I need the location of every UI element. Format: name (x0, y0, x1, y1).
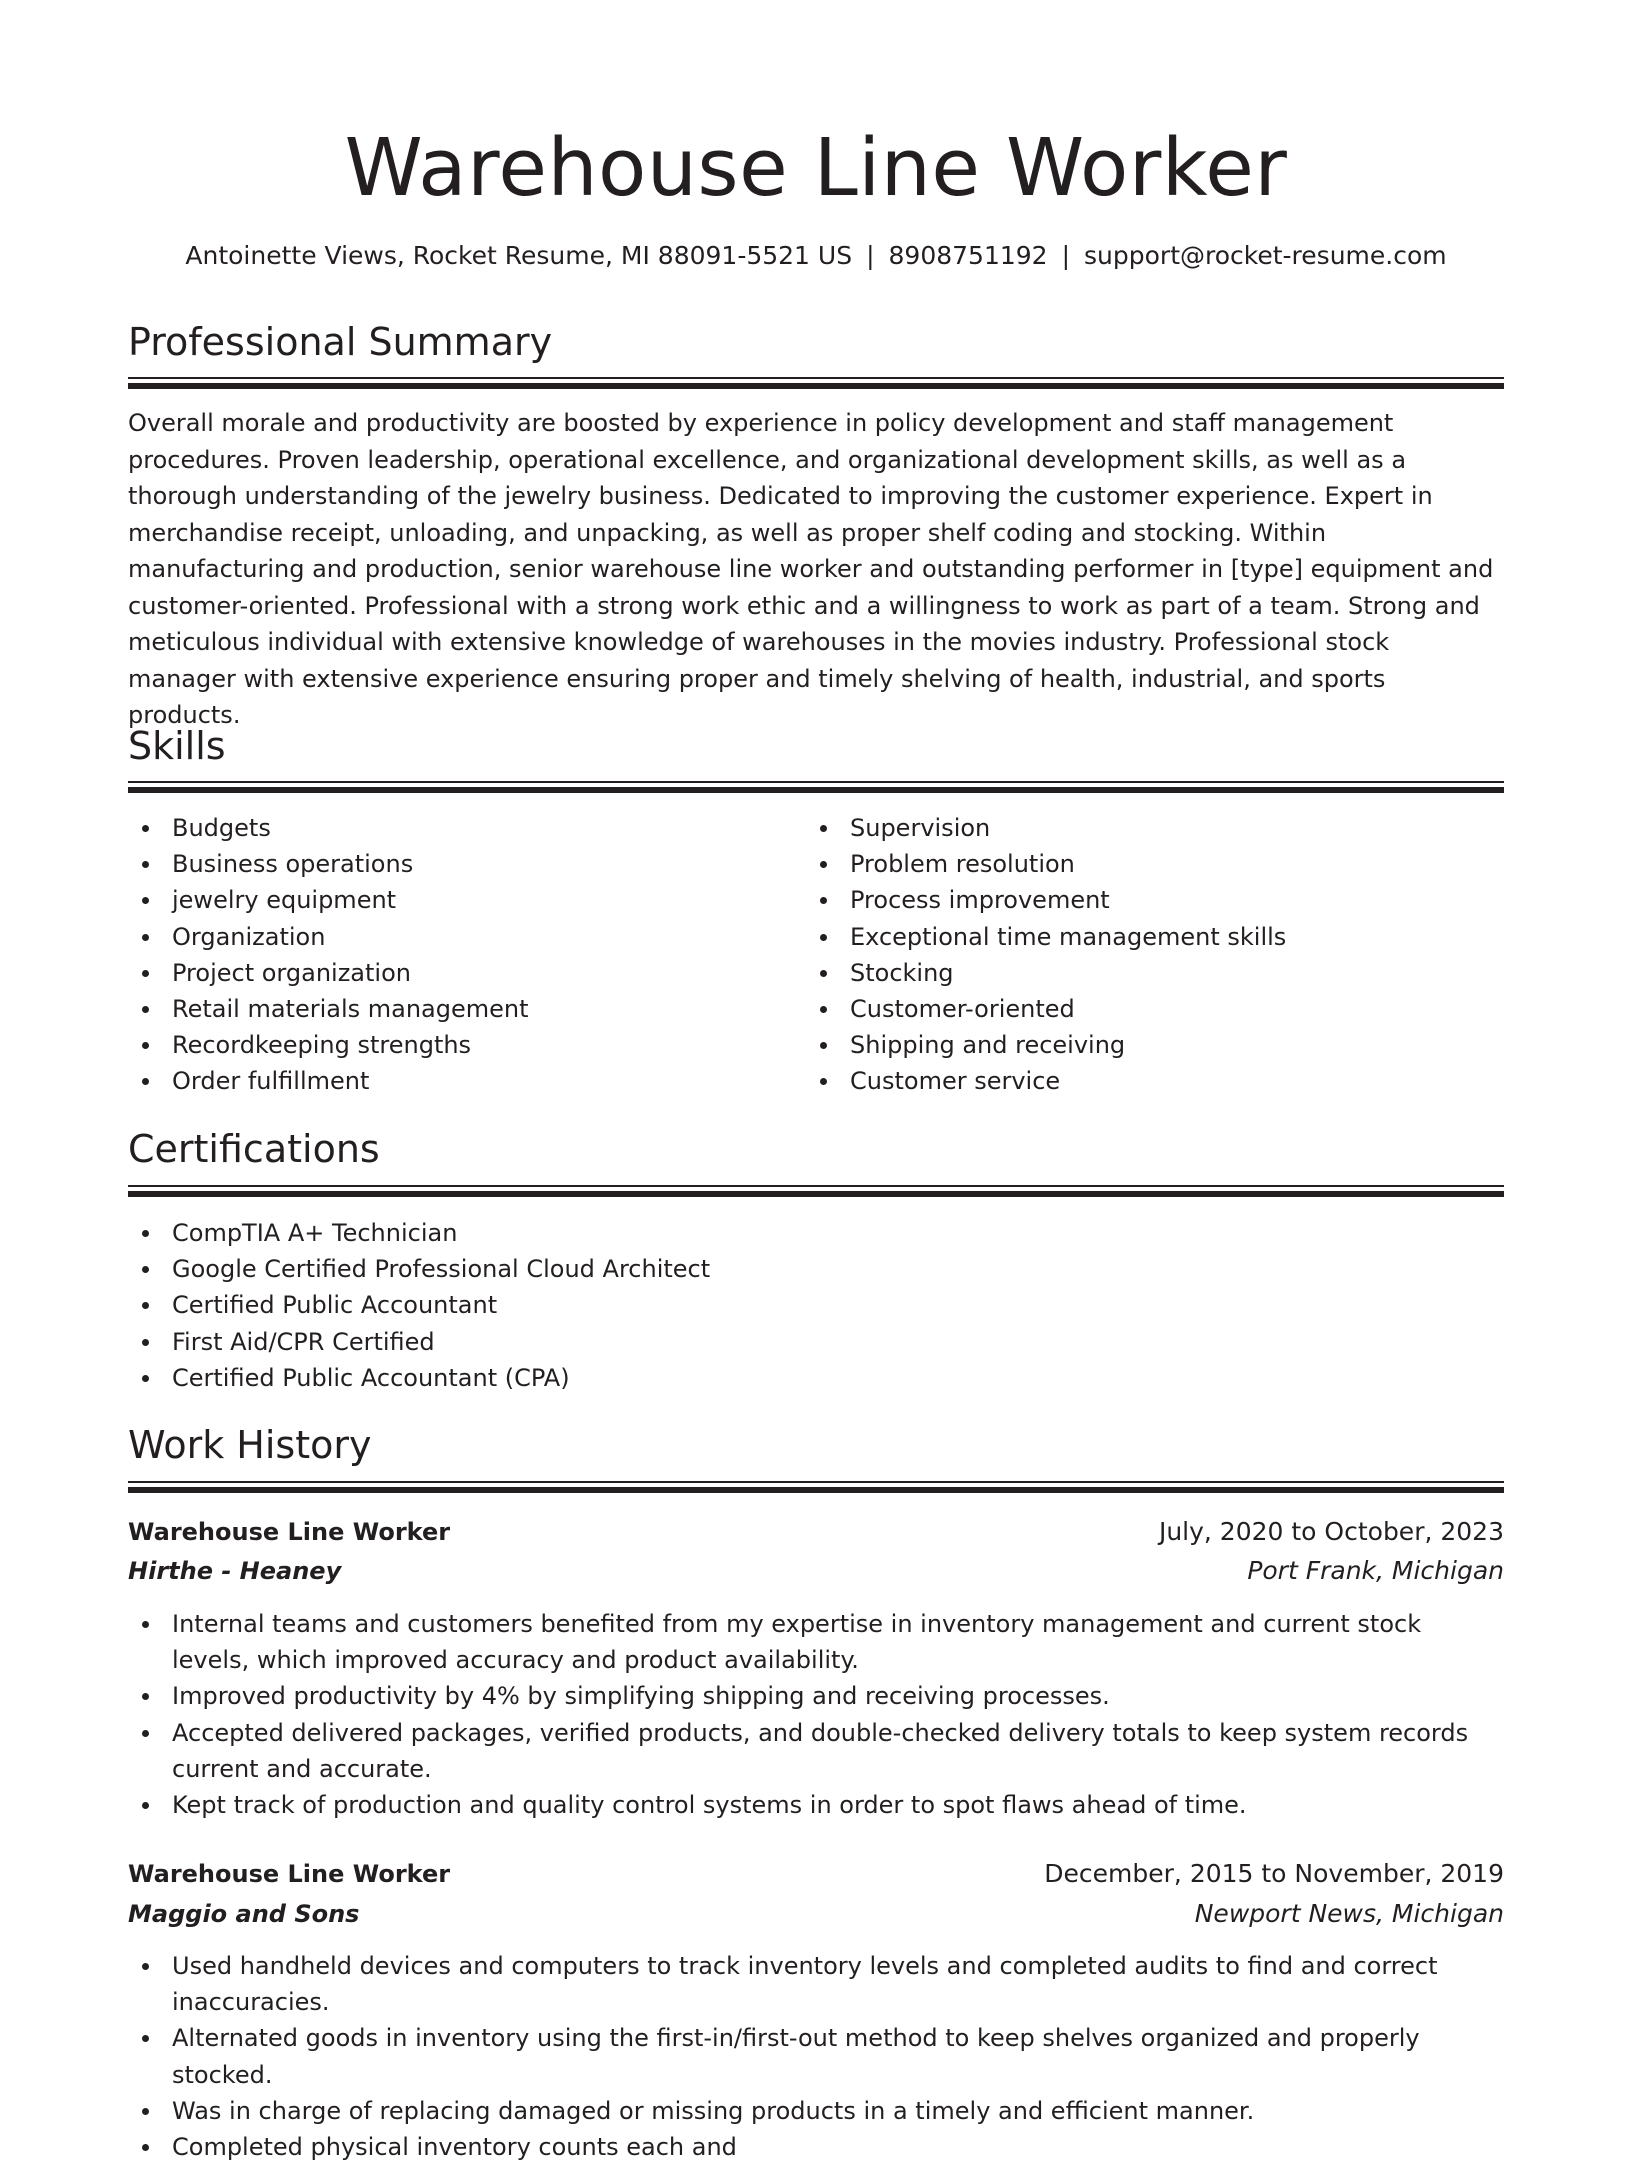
bullet-dot-icon (820, 861, 827, 868)
bullet-dot-icon (142, 825, 149, 832)
section-title-summary: Professional Summary (128, 320, 553, 364)
list-item (128, 1787, 1504, 1823)
bullet-dot-icon (820, 1006, 827, 1013)
list-item (806, 846, 1466, 882)
summary-text: Overall morale and productivity are boosted by experience in policy development and staff management procedures. Proven leadership, operational excellence, and organizational development skills, as well as a thorough understanding of the jewelry business. Dedicated to improving the customer experience. Expert in merchandise receipt, unloading, and unpacking, as well as proper shelf coding and stocking. Within manufacturing and production, senior warehouse line worker and outstanding performer in [type] equipment and customer-oriented. Professional with a strong work ethic and a willingness to work as part of a team. Strong and meticulous individual with extensive knowledge of warehouses in the movies industry. Professional stock manager with extensive experience ensuring proper and timely shelving of health, industrial, and sports products. (128, 409, 1494, 729)
list-item-text: Shipping and receiving (850, 1031, 1126, 1060)
contact-separator: | (1061, 241, 1071, 270)
section-title-certifications: Certifications (128, 1127, 380, 1171)
bullet-dot-icon (142, 897, 149, 904)
section-title-work-history: Work History (128, 1423, 372, 1467)
bullet-dot-icon (142, 1042, 149, 1049)
job-title: Warehouse Line Worker (128, 1518, 451, 1546)
contact-phone: 8908751192 (888, 241, 1048, 270)
list-item (128, 1287, 1504, 1323)
list-item (128, 2129, 1504, 2165)
bullet-dot-icon (142, 1621, 149, 1628)
list-item-text: Certified Public Accountant (CPA) (172, 1363, 570, 1392)
list-item (806, 1063, 1466, 1099)
list-item (128, 2093, 1504, 2129)
section-title-skills: Skills (128, 724, 226, 768)
list-item-text: Alternated goods in inventory using the first-in/first-out method to keep shelves organized and properly stocked. (172, 2024, 1420, 2089)
list-item-text: Customer service (850, 1067, 1061, 1096)
list-item (806, 810, 1466, 846)
section-divider (128, 1185, 1504, 1198)
list-item-text: Used handheld devices and computers to track inventory levels and completed audits to find and correct inaccuracies. (172, 1952, 1438, 2017)
bullet-dot-icon (142, 934, 149, 941)
list-item-text: Accepted delivered packages, verified products, and double-checked delivery totals to keep system records current and accurate. (172, 1718, 1469, 1783)
list-item (128, 955, 788, 991)
list-item (128, 991, 788, 1027)
bullet-dot-icon (820, 1042, 827, 1049)
list-item (806, 991, 1466, 1027)
bullet-dot-icon (142, 1339, 149, 1346)
list-item (128, 919, 788, 955)
skills-column-left (128, 810, 788, 1100)
list-item-text: Customer-oriented (850, 995, 1075, 1024)
list-item (806, 919, 1466, 955)
skills-list-right (806, 810, 1466, 1100)
bullet-dot-icon (820, 825, 827, 832)
list-item-text: Supervision (850, 814, 991, 842)
list-item-text: First Aid/CPR Certified (172, 1327, 435, 1356)
list-item-text: jewelry equipment (172, 886, 397, 915)
section-divider (128, 781, 1504, 794)
list-item-text: Completed physical inventory counts each and (172, 2133, 737, 2162)
job-company: Maggio and Sons (128, 1900, 360, 1928)
section-divider (128, 1481, 1504, 1494)
list-item-text: Internal teams and customers benefited from my expertise in inventory management and current stock levels, which improved accuracy and product availability. (172, 1610, 1422, 1675)
bullet-dot-icon (142, 1963, 149, 1970)
contact-separator: | (866, 241, 875, 270)
list-item (128, 1324, 1504, 1360)
list-item-text: Certified Public Accountant (172, 1291, 498, 1320)
contact-email[interactable]: support@rocket-resume.com (1084, 241, 1447, 270)
bullet-dot-icon (820, 897, 827, 904)
list-item (806, 1027, 1466, 1063)
bullet-dot-icon (142, 2144, 149, 2151)
list-item (128, 1251, 1504, 1287)
job-title: Warehouse Line Worker (128, 1860, 451, 1888)
list-item (128, 1606, 1504, 1678)
list-item-text: Was in charge of replacing damaged or missing products in a timely and efficient manner. (172, 2096, 1255, 2125)
list-item-text: Google Certified Professional Cloud Architect (172, 1255, 711, 1284)
bullet-dot-icon (820, 934, 827, 941)
bullet-dot-icon (142, 1266, 149, 1273)
job-dates: July, 2020 to October, 2023 (1158, 1517, 1504, 1546)
list-item (128, 810, 788, 846)
bullet-dot-icon (142, 2108, 149, 2115)
list-item-text: Recordkeeping strengths (172, 1031, 472, 1060)
list-item (128, 1027, 788, 1063)
bullet-dot-icon (142, 970, 149, 977)
list-item (806, 882, 1466, 918)
job-bullets (128, 1948, 1504, 2165)
list-item (128, 1948, 1504, 2020)
job-company: Hirthe - Heaney (128, 1557, 342, 1585)
bullet-dot-icon (820, 970, 827, 977)
bullet-dot-icon (142, 2035, 149, 2042)
list-item-text: Order fulfillment (172, 1067, 370, 1096)
list-item-text: Process improvement (850, 886, 1110, 915)
list-item-text: Exceptional time management skills (850, 922, 1287, 951)
list-item (128, 1215, 1504, 1251)
job-location: Newport News, Michigan (1194, 1899, 1504, 1928)
list-item (128, 846, 788, 882)
bullet-dot-icon (142, 1693, 149, 1700)
job-bullets (128, 1606, 1504, 1823)
job-bullets-block (128, 1948, 1504, 2165)
certifications-block (128, 1215, 1504, 1396)
bullet-dot-icon (142, 1802, 149, 1809)
list-item (128, 882, 788, 918)
list-item-text: Problem resolution (850, 850, 1075, 879)
list-item (128, 1063, 788, 1099)
list-item-text: Budgets (172, 814, 271, 842)
bullet-dot-icon (142, 1006, 149, 1013)
bullet-dot-icon (142, 1375, 149, 1382)
bullet-dot-icon (142, 1302, 149, 1309)
list-item-text: Business operations (172, 850, 414, 879)
contact-address: Antoinette Views, Rocket Resume, MI 88091-5521 US (185, 241, 853, 270)
list-item-text: Project organization (172, 958, 411, 987)
bullet-dot-icon (142, 861, 149, 868)
list-item (128, 2020, 1504, 2092)
list-item-text: Improved productivity by 4% by simplifying shipping and receiving processes. (172, 1682, 1110, 1711)
list-item (128, 1678, 1504, 1714)
skills-list-left (128, 810, 788, 1100)
bullet-dot-icon (142, 1230, 149, 1237)
bullet-dot-icon (142, 1730, 149, 1737)
job-bullets-block (128, 1606, 1504, 1823)
list-item-text: Retail materials management (172, 995, 529, 1024)
job-location: Port Frank, Michigan (1247, 1556, 1504, 1585)
bullet-dot-icon (820, 1078, 827, 1085)
list-item (128, 1715, 1504, 1787)
contact-line (128, 238, 1504, 274)
bullet-dot-icon (142, 1078, 149, 1085)
list-item (806, 955, 1466, 991)
certifications-list (128, 1215, 1504, 1396)
list-item-text: Organization (172, 922, 326, 951)
list-item-text: Stocking (850, 958, 954, 987)
list-item-text: Kept track of production and quality control systems in order to spot flaws ahead of time. (172, 1791, 1247, 1820)
list-item (128, 1360, 1504, 1396)
list-item-text: CompTIA A+ Technician (172, 1219, 458, 1247)
resume-name: Warehouse Line Worker (344, 122, 1288, 214)
skills-column-right (806, 810, 1466, 1100)
section-divider (128, 377, 1504, 390)
job-dates: December, 2015 to November, 2019 (1044, 1859, 1504, 1888)
